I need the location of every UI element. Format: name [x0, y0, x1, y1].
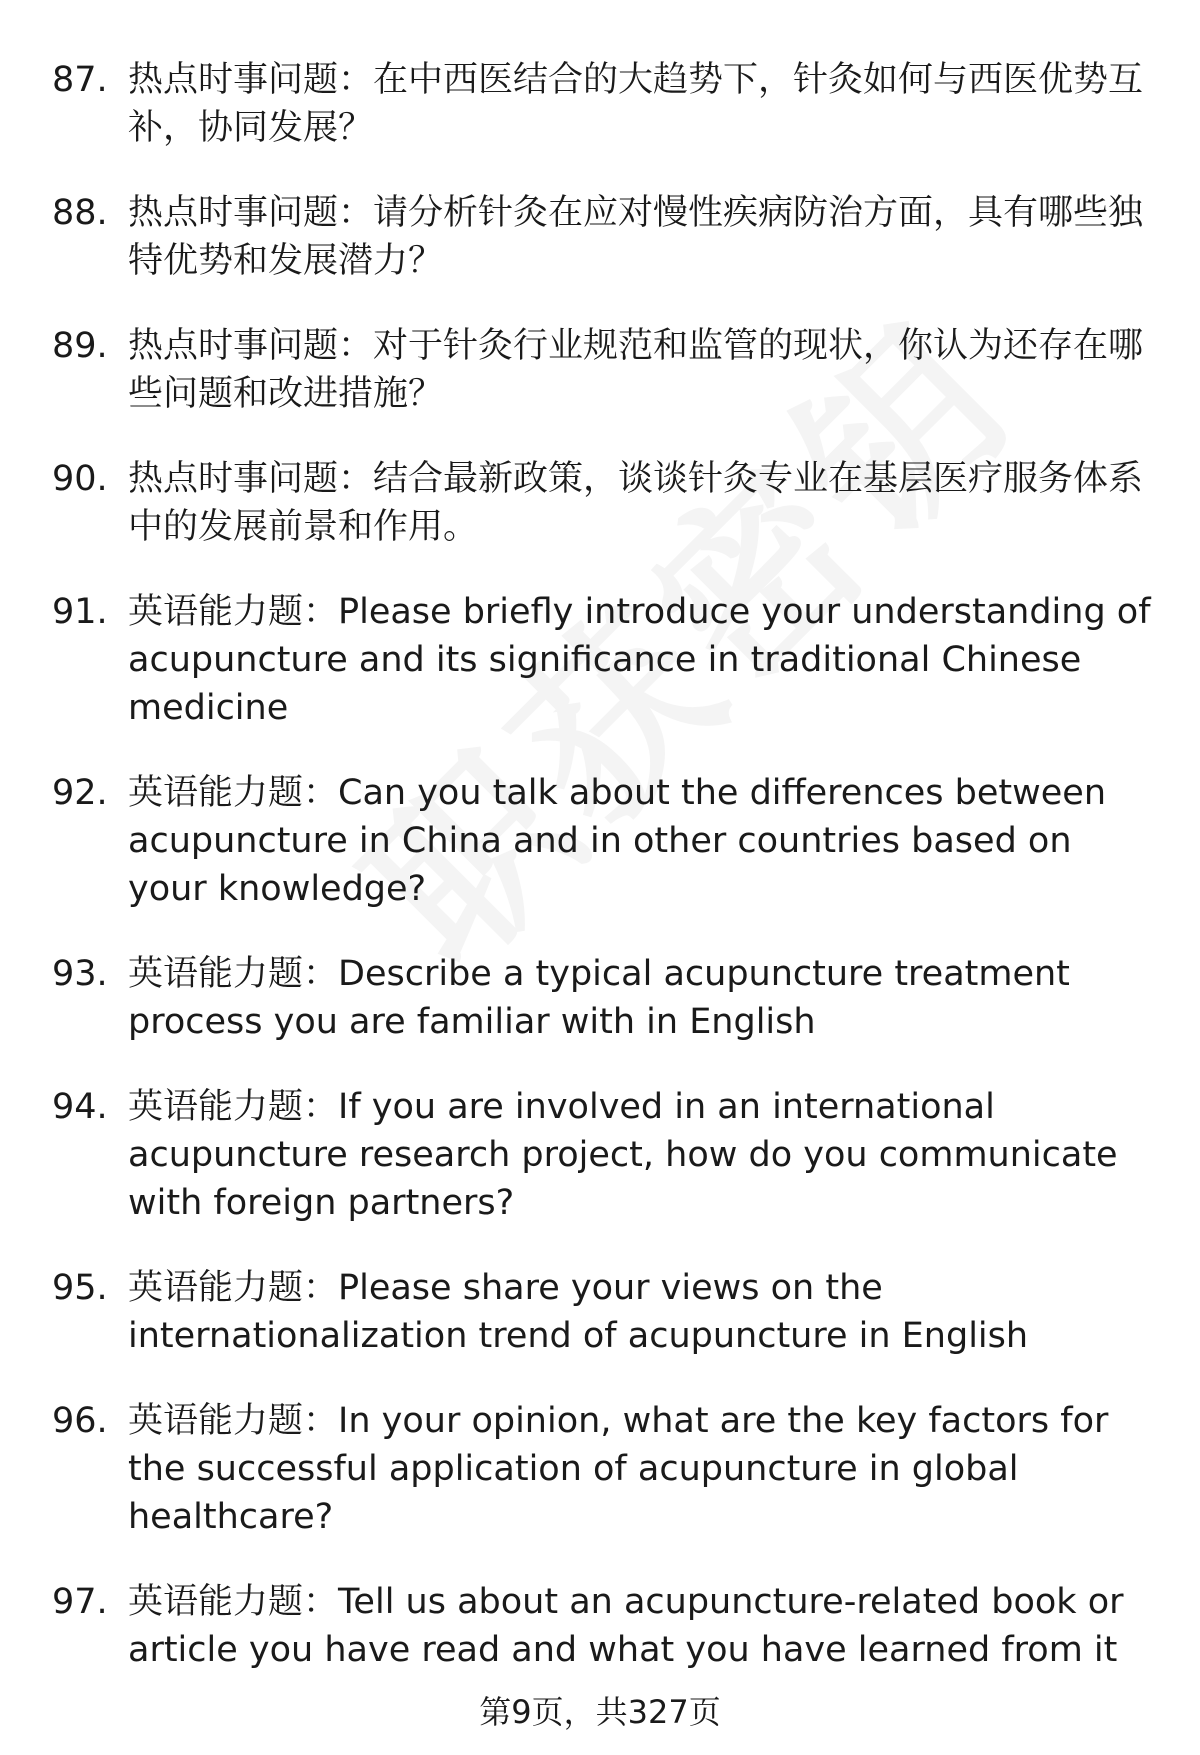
- question-text: 英语能力题：Please briefly introduce your understanding of acupuncture and its significance in traditional Chinese medicine: [128, 592, 1151, 728]
- question-list: [52, 56, 1160, 1711]
- question-item: [52, 1578, 1160, 1674]
- question-number: 88.: [52, 193, 108, 233]
- question-text: 英语能力题：Describe a typical acupuncture treatment process you are familiar with in English: [128, 954, 1070, 1042]
- question-number: 97.: [52, 1582, 108, 1622]
- question-number: 94.: [52, 1087, 108, 1127]
- question-item: [52, 1397, 1160, 1541]
- question-text: 热点时事问题：在中西医结合的大趋势下，针灸如何与西医优势互补，协同发展？: [128, 60, 1144, 148]
- question-number: 93.: [52, 954, 108, 994]
- question-item: [52, 950, 1160, 1046]
- question-text: 热点时事问题：结合最新政策，谈谈针灸专业在基层医疗服务体系中的发展前景和作用。: [128, 459, 1144, 547]
- question-item: [52, 588, 1160, 732]
- question-number: 90.: [52, 459, 108, 499]
- question-number: 92.: [52, 773, 108, 813]
- question-text: 英语能力题：Tell us about an acupuncture-related book or article you have read and what you have learned from it: [128, 1582, 1124, 1670]
- question-text: 热点时事问题：请分析针灸在应对慢性疾病防治方面，具有哪些独特优势和发展潜力？: [128, 193, 1144, 281]
- question-number: 91.: [52, 592, 108, 632]
- question-item: [52, 189, 1160, 285]
- question-text: 英语能力题：Can you talk about the differences between acupuncture in China and in other countries based on your knowledge?: [128, 773, 1107, 909]
- question-item: [52, 769, 1160, 913]
- question-item: [52, 1264, 1160, 1360]
- question-number: 96.: [52, 1401, 108, 1441]
- question-text: 英语能力题：Please share your views on the internationalization trend of acupuncture in English: [128, 1268, 1029, 1356]
- question-number: 95.: [52, 1268, 108, 1308]
- question-item: [52, 56, 1160, 152]
- question-item: [52, 322, 1160, 418]
- question-item: [52, 1083, 1160, 1227]
- question-text: 英语能力题：If you are involved in an international acupuncture research project, how do you communicate with foreign partners?: [128, 1087, 1118, 1223]
- question-text: 英语能力题：In your opinion, what are the key factors for the successful application of acupuncture in global healthcare?: [128, 1401, 1109, 1537]
- question-text: 热点时事问题：对于针灸行业规范和监管的现状，你认为还存在哪些问题和改进措施？: [128, 326, 1144, 414]
- question-number: 89.: [52, 326, 108, 366]
- page-footer: 第9页，共327页: [479, 1693, 721, 1731]
- question-number: 87.: [52, 60, 108, 100]
- question-item: [52, 455, 1160, 551]
